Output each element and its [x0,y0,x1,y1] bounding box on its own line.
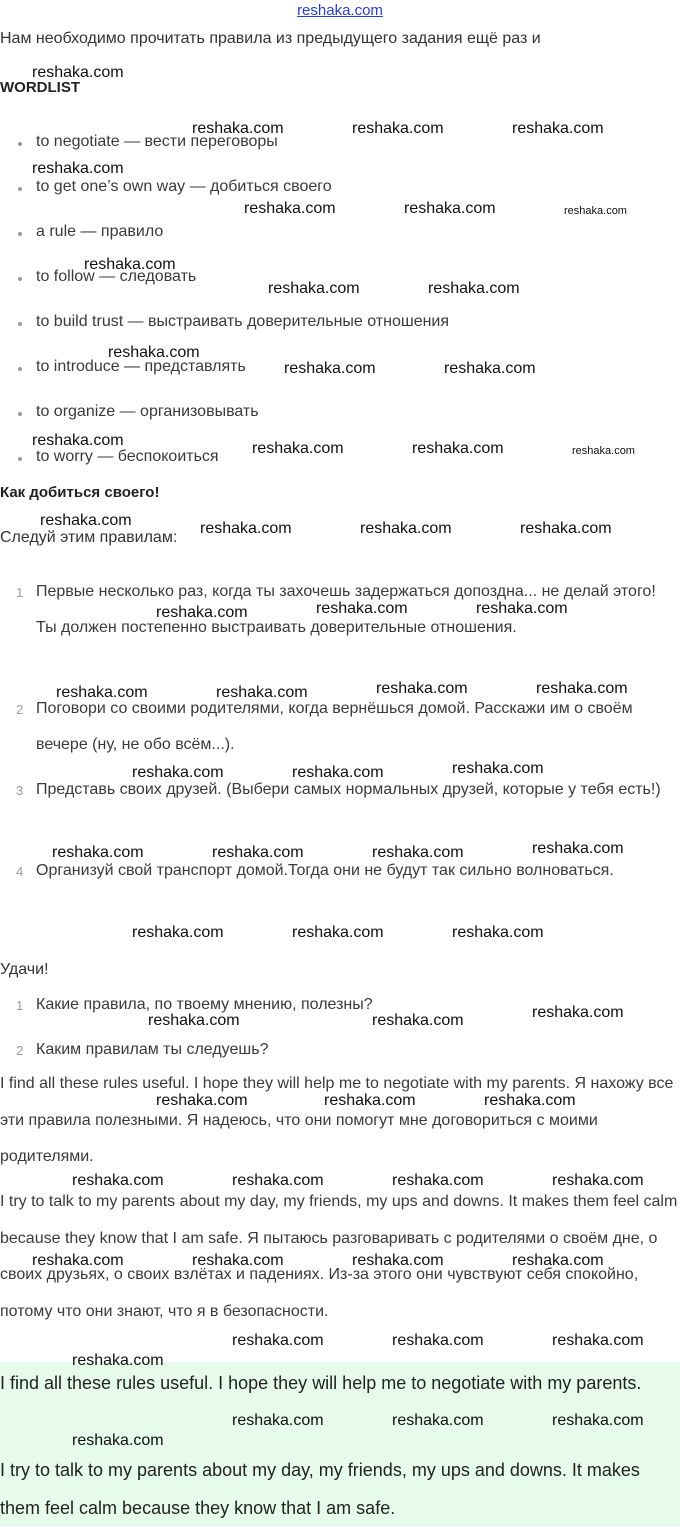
wordlist-item: to build trust — выстраивать доверительные отношения [36,313,450,330]
site-header-link[interactable]: reshaka.com [297,2,383,19]
watermark: reshaka.com [32,160,124,177]
watermark: reshaka.com [444,360,536,377]
bullet-icon [18,457,22,461]
rule-item: Первые несколько раз, когда ты захочешь задержаться допоздна... не делай этого! Ты должен постепенно выстраивать доверительные отношения. [36,583,656,636]
wordlist-item: a rule — правило [36,223,164,240]
rule-number: 2 [16,702,24,717]
watermark: reshaka.com [108,344,200,361]
watermark: reshaka.com [192,1252,284,1269]
watermark: reshaka.com [404,200,496,217]
watermark: reshaka.com [56,684,148,701]
watermark: reshaka.com [532,1004,624,1021]
wordlist-item: to worry — беспокоиться [36,448,219,465]
bullet-icon [18,322,22,326]
watermark: reshaka.com [572,445,635,457]
watermark: reshaka.com [192,120,284,137]
watermark: reshaka.com [40,512,132,529]
bullet-icon [18,232,22,236]
watermark: reshaka.com [52,844,144,861]
watermark: reshaka.com [232,1332,324,1349]
watermark: reshaka.com [148,1012,240,1029]
watermark: reshaka.com [200,520,292,537]
closing-text: Удачи! [0,961,49,978]
watermark: reshaka.com [232,1172,324,1189]
answer-paragraph: I find all these rules useful. I hope they will help me to negotiate with my parents. Я нахожу все эти правила полезными. Я надеюсь, что они помогут мне договориться с моими родителями. [0,1075,674,1165]
watermark: reshaka.com [232,1412,324,1429]
watermark: reshaka.com [32,1252,124,1269]
bullet-icon [18,187,22,191]
rule-number: 4 [16,864,24,879]
watermark: reshaka.com [84,256,176,273]
watermark: reshaka.com [132,764,224,781]
watermark: reshaka.com [72,1352,164,1369]
watermark: reshaka.com [156,1092,248,1109]
watermark: reshaka.com [372,1012,464,1029]
watermark: reshaka.com [72,1432,164,1449]
watermark: reshaka.com [376,680,468,697]
watermark: reshaka.com [532,840,624,857]
watermark: reshaka.com [452,760,544,777]
watermark: reshaka.com [564,205,627,217]
highlighted-answer: I try to talk to my parents about my day, my friends, my ups and downs. It makes them feel calm because they know that I am safe. [0,1460,640,1518]
highlighted-answer: I find all these rules useful. I hope they will help me to negotiate with my parents. [0,1373,642,1393]
watermark: reshaka.com [32,64,124,81]
bullet-icon [18,367,22,371]
watermark: reshaka.com [216,684,308,701]
watermark: reshaka.com [72,1172,164,1189]
rule-number: 3 [16,783,24,798]
watermark: reshaka.com [292,764,384,781]
question-number: 1 [16,998,24,1013]
watermark: reshaka.com [284,360,376,377]
watermark: reshaka.com [412,440,504,457]
rule-item: Поговори со своими родителями, когда вернёшься домой. Расскажи им о своём вечере (ну, не обо всём...). [36,700,633,753]
watermark: reshaka.com [252,440,344,457]
bullet-icon [18,142,22,146]
watermark: reshaka.com [552,1332,644,1349]
rules-heading: Как добиться своего! [0,484,160,501]
wordlist-item: to follow — следовать [36,268,197,285]
watermark: reshaka.com [392,1172,484,1189]
question-item: Каким правилам ты следуешь? [36,1041,269,1058]
watermark: reshaka.com [156,604,248,621]
watermark: reshaka.com [484,1092,576,1109]
rule-number: 1 [16,585,24,600]
wordlist-heading: WORDLIST [0,79,80,96]
bullet-icon [18,412,22,416]
watermark: reshaka.com [132,924,224,941]
watermark: reshaka.com [352,120,444,137]
watermark: reshaka.com [536,680,628,697]
watermark: reshaka.com [512,120,604,137]
watermark: reshaka.com [392,1332,484,1349]
watermark: reshaka.com [428,280,520,297]
answer-paragraph: I try to talk to my parents about my day, my friends, my ups and downs. It makes them feel calm because they know that I am safe. Я пытаюсь разговаривать с родителями о своём дне, о своих друзьях, о своих взлётах и падениях. Из-за этого они чувствуют себя спокойно, потому что они знают, что я в безопасности. [0,1193,678,1320]
watermark: reshaka.com [352,1252,444,1269]
wordlist-item: to get one’s own way — добиться своего [36,178,332,195]
intro-text: Нам необходимо прочитать правила из предыдущего задания ещё раз и [0,30,541,47]
watermark: reshaka.com [244,200,336,217]
wordlist-item: to introduce — представлять [36,358,246,375]
watermark: reshaka.com [392,1412,484,1429]
rule-item: Организуй свой транспорт домой.Тогда они не будут так сильно волноваться. [36,862,614,879]
watermark: reshaka.com [324,1092,416,1109]
watermark: reshaka.com [316,600,408,617]
bullet-icon [18,277,22,281]
watermark: reshaka.com [520,520,612,537]
watermark: reshaka.com [32,432,124,449]
question-number: 2 [16,1043,24,1058]
watermark: reshaka.com [476,600,568,617]
watermark: reshaka.com [452,924,544,941]
rules-lead: Следуй этим правилам: [0,529,178,546]
watermark: reshaka.com [360,520,452,537]
wordlist-item: to negotiate — вести переговоры [36,133,278,150]
watermark: reshaka.com [268,280,360,297]
wordlist-item: to organize — организовывать [36,403,259,420]
watermark: reshaka.com [292,924,384,941]
rule-item: Представь своих друзей. (Выбери самых нормальных друзей, которые у тебя есть!) [36,781,661,798]
watermark: reshaka.com [372,844,464,861]
question-item: Какие правила, по твоему мнению, полезны? [36,996,373,1013]
watermark: reshaka.com [552,1172,644,1189]
watermark: reshaka.com [212,844,304,861]
watermark: reshaka.com [552,1412,644,1429]
watermark: reshaka.com [512,1252,604,1269]
